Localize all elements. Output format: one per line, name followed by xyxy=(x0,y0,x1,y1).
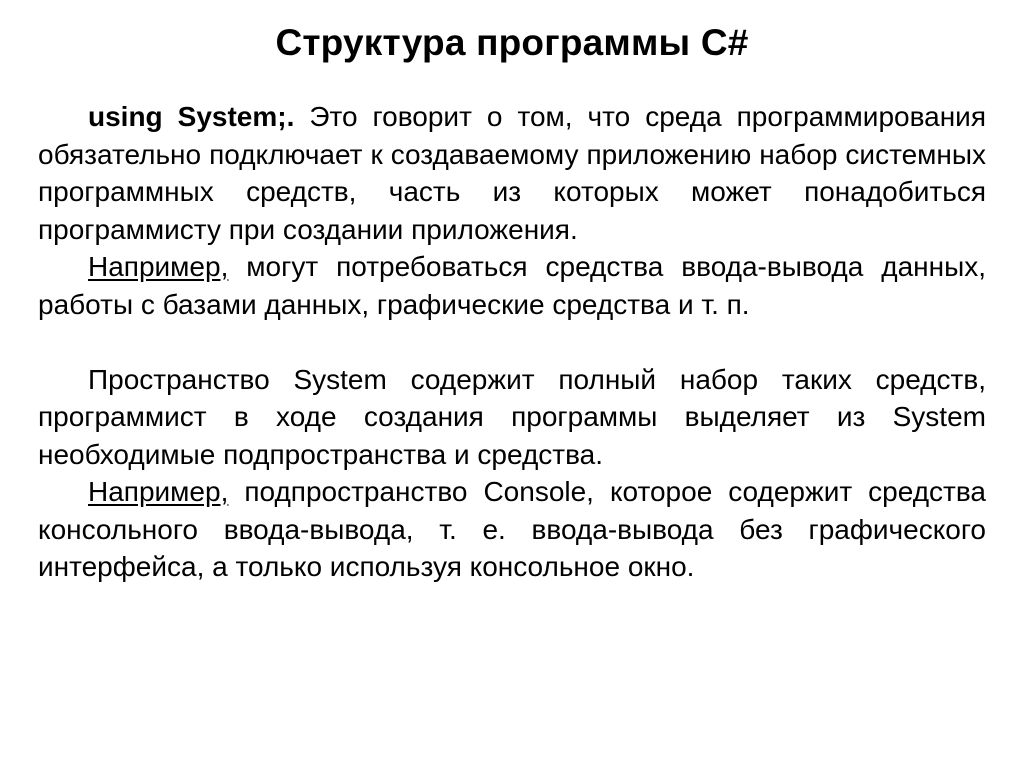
slide-body xyxy=(38,98,986,586)
paragraph-text: Пространство System содержит полный набор таких средств, программист в ходе создания программы выделяет из System необходимые подпространства и средства. xyxy=(38,363,986,470)
slide-title: Структура программы С# xyxy=(275,22,749,63)
paragraph-text: могут потребоваться средства ввода-вывода данных, работы с базами данных, графические средства и т. п. xyxy=(38,251,986,320)
paragraph-gap xyxy=(38,323,986,361)
paragraph-example-io xyxy=(38,248,986,323)
example-label: Например, xyxy=(88,251,229,282)
paragraph-using-system xyxy=(38,98,986,248)
paragraph-example-console xyxy=(38,473,986,586)
example-label: Например, xyxy=(88,476,229,507)
code-keyword-using-system: using System;. xyxy=(88,101,295,132)
paragraph-text: Это говорит о том, что среда программирования обязательно подключает к создаваемому приложению набор системных программных средств, часть из которых может понадобиться программисту при создании приложения. xyxy=(38,101,986,245)
paragraph-system-namespace xyxy=(38,361,986,474)
paragraph-text: подпространство Console, которое содержит средства консольного ввода-вывода, т. е. ввода-вывода без графического интерфейса, а только используя консольное окно. xyxy=(38,476,986,582)
